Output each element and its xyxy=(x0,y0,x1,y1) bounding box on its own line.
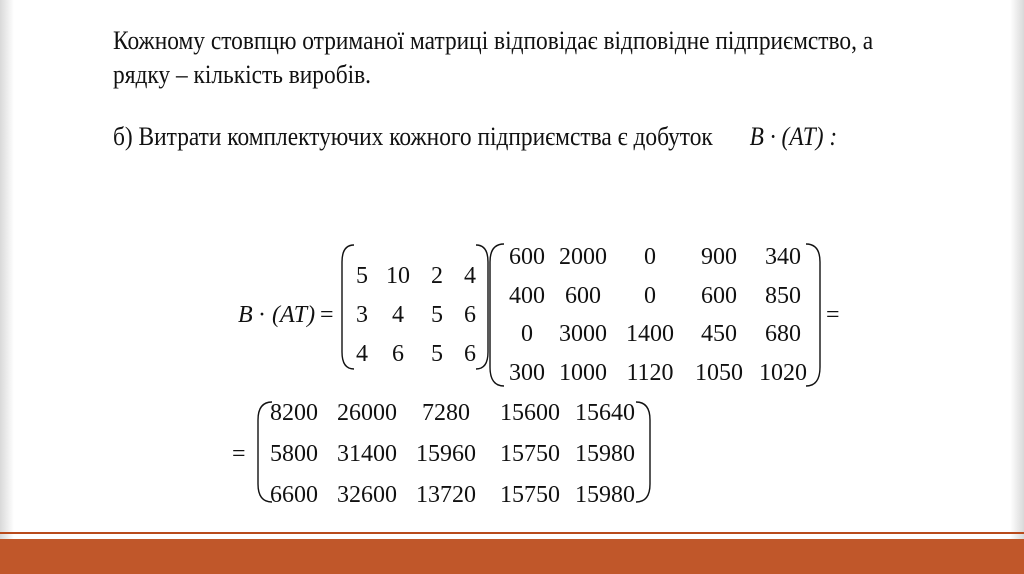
matrix-result-cell: 31400 xyxy=(337,441,397,467)
matrix-at-cell: 900 xyxy=(701,244,737,270)
matrix-result-cell: 8200 xyxy=(270,400,318,426)
matrix-b xyxy=(356,263,476,367)
footer-divider xyxy=(0,532,1024,534)
matrix-result-cell: 15750 xyxy=(500,441,560,467)
matrix-b-cell: 6 xyxy=(464,341,476,367)
matrix-at-cell: 1050 xyxy=(695,360,743,386)
matrix-result-cell: 7280 xyxy=(422,400,470,426)
formula-equals-1: = xyxy=(320,302,334,328)
matrix-b-cell: 3 xyxy=(356,302,368,328)
matrix-result-cell: 13720 xyxy=(416,482,476,508)
matrix-at-cell: 1120 xyxy=(626,360,674,386)
matrix-at-cell: 2000 xyxy=(559,244,607,270)
matrix-at-cell: 1020 xyxy=(759,360,807,386)
matrix-at-cell: 0 xyxy=(644,283,656,309)
matrix-result-cell: 15980 xyxy=(575,482,635,508)
formula-lhs-dot: · xyxy=(258,302,266,328)
matrix-result-cell: 15600 xyxy=(500,400,560,426)
matrix-b-cell: 5 xyxy=(431,302,443,328)
footer-bar xyxy=(0,539,1024,574)
matrix-result-cell: 15750 xyxy=(500,482,560,508)
formula-lhs-at: (AT) xyxy=(272,302,316,328)
matrix-b-cell: 10 xyxy=(386,263,410,289)
matrix-result-cell: 15980 xyxy=(575,441,635,467)
matrix-b-cell: 6 xyxy=(464,302,476,328)
matrix-at-cell: 850 xyxy=(765,283,801,309)
matrix-at-cell: 680 xyxy=(765,321,801,347)
matrix-result-cell: 32600 xyxy=(337,482,397,508)
matrix-at-cell: 1000 xyxy=(559,360,607,386)
formula-equals-2: = xyxy=(826,302,840,328)
text-line-3: б) Витрати комплектуючих кожного підприємства є добуток xyxy=(113,122,713,151)
text-line-1: Кожному стовпцю отриманої матриці відповідає відповідне підприємство, а xyxy=(113,26,874,55)
matrix-result-cell: 6600 xyxy=(270,482,318,508)
matrix-at-cell: 3000 xyxy=(559,321,607,347)
matrix-b-left-bracket xyxy=(342,245,354,369)
matrix-b-cell: 4 xyxy=(392,302,404,328)
matrix-at-cell: 600 xyxy=(701,283,737,309)
matrix-at-cell: 300 xyxy=(509,360,545,386)
matrix-at-cell: 340 xyxy=(765,244,801,270)
matrix-at-cell: 450 xyxy=(701,321,737,347)
matrix-b-cell: 4 xyxy=(356,341,368,367)
formula-equals-3: = xyxy=(232,441,246,467)
matrix-result-right-bracket xyxy=(636,402,650,502)
matrix-b-cell: 5 xyxy=(431,341,443,367)
matrix-at-right-bracket xyxy=(806,244,820,386)
matrix-at-cell: 600 xyxy=(509,244,545,270)
matrix-b-cell: 5 xyxy=(356,263,368,289)
inline-formula: B · (AT) : xyxy=(749,122,838,151)
matrix-b-cell: 2 xyxy=(431,263,443,289)
formula-lhs-b: B xyxy=(238,302,253,328)
matrix-at-cell: 1400 xyxy=(626,321,674,347)
matrix-at-cell: 400 xyxy=(509,283,545,309)
matrix-result-cell: 15960 xyxy=(416,441,476,467)
matrix-at-cell: 600 xyxy=(565,283,601,309)
matrix-b-cell: 4 xyxy=(464,263,476,289)
matrix-at-cell: 0 xyxy=(521,321,533,347)
matrix-result-cell: 5800 xyxy=(270,441,318,467)
matrix-b-right-bracket xyxy=(476,245,488,369)
matrix-at-left-bracket xyxy=(490,244,504,386)
text-line-2: рядку – кількість виробів. xyxy=(113,60,372,89)
matrix-result-cell: 15640 xyxy=(575,400,635,426)
matrix-at-cell: 0 xyxy=(644,244,656,270)
matrix-result xyxy=(270,400,635,508)
matrix-b-cell: 6 xyxy=(392,341,404,367)
matrix-result-cell: 26000 xyxy=(337,400,397,426)
matrix-at xyxy=(509,244,807,386)
